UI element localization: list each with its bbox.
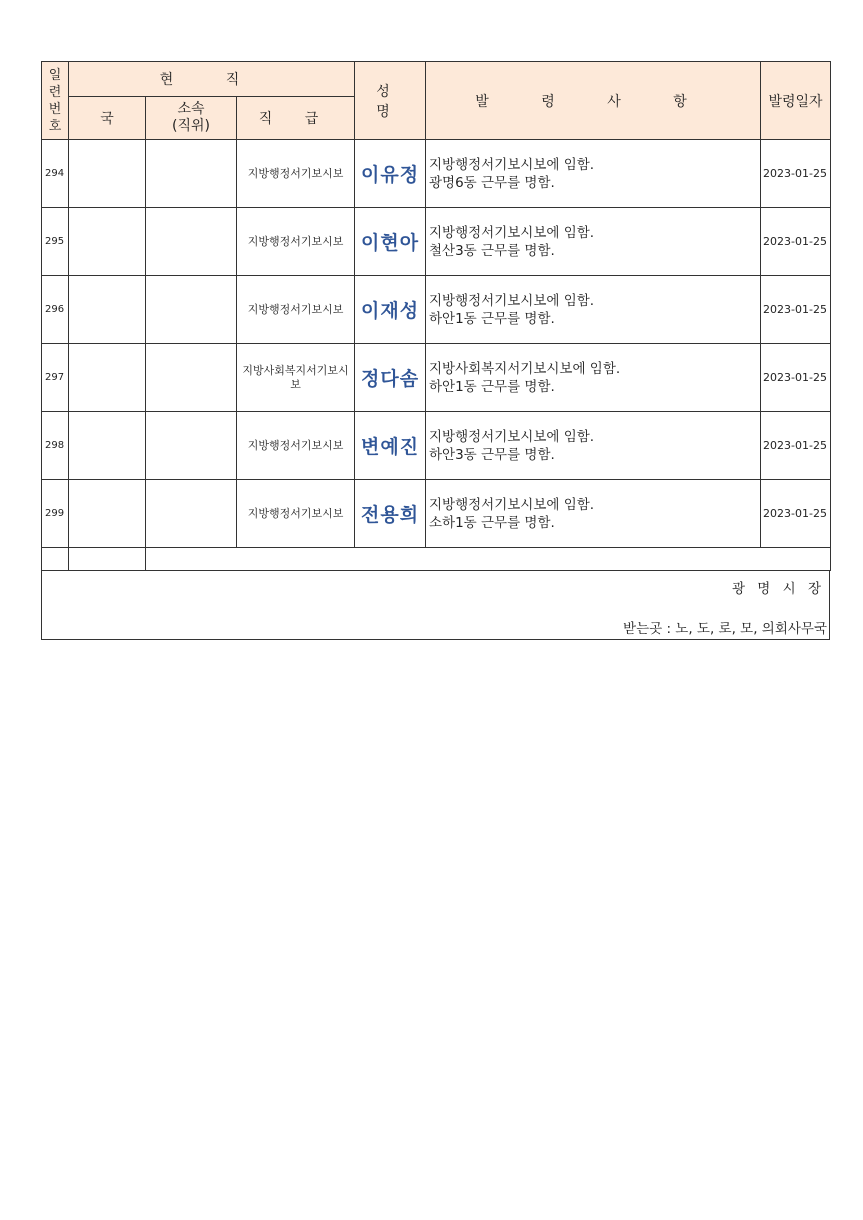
name-cell: 이재성 bbox=[355, 276, 426, 344]
serial-number-cell: 297 bbox=[42, 344, 69, 412]
blank-merged-cell bbox=[146, 548, 831, 571]
name-cell: 이현아 bbox=[355, 208, 426, 276]
bureau-cell bbox=[69, 412, 146, 480]
name-cell: 정다솜 bbox=[355, 344, 426, 412]
date-cell: 2023-01-25 bbox=[761, 344, 831, 412]
affiliation-cell bbox=[146, 480, 237, 548]
order-cell: 지방행정서기보시보에 임함. 소하1동 근무를 명함. bbox=[426, 480, 761, 548]
order-cell: 지방행정서기보시보에 임함. 광명6동 근무를 명함. bbox=[426, 140, 761, 208]
serial-number-cell: 294 bbox=[42, 140, 69, 208]
date-cell: 2023-01-25 bbox=[761, 208, 831, 276]
serial-number-cell: 296 bbox=[42, 276, 69, 344]
serial-number-cell: 295 bbox=[42, 208, 69, 276]
header-affiliation: 소속 (직위) bbox=[146, 97, 237, 140]
header-bureau: 국 bbox=[69, 97, 146, 140]
header-order: 발 령 사 항 bbox=[426, 62, 761, 140]
name-cell: 전용희 bbox=[355, 480, 426, 548]
issuer-signature: 광 명 시 장 bbox=[731, 581, 825, 597]
grade-cell: 지방사회복지서기보시보 bbox=[237, 344, 355, 412]
table-row bbox=[42, 412, 831, 480]
affiliation-cell bbox=[146, 344, 237, 412]
serial-number-cell: 299 bbox=[42, 480, 69, 548]
grade-cell: 지방행정서기보시보 bbox=[237, 480, 355, 548]
header-name: 성 명 bbox=[355, 62, 426, 140]
table-row bbox=[42, 208, 831, 276]
table-row bbox=[42, 344, 831, 412]
grade-cell: 지방행정서기보시보 bbox=[237, 276, 355, 344]
table-row bbox=[42, 140, 831, 208]
recipients-line: 받는곳 : 노, 도, 로, 모, 의회사무국 bbox=[623, 621, 827, 637]
header-current-position: 현 직 bbox=[69, 62, 355, 97]
order-cell: 지방행정서기보시보에 임함. 철산3동 근무를 명함. bbox=[426, 208, 761, 276]
header-serial-number: 일 련 번 호 bbox=[42, 62, 69, 140]
bureau-cell bbox=[69, 480, 146, 548]
grade-cell: 지방행정서기보시보 bbox=[237, 412, 355, 480]
affiliation-cell bbox=[146, 276, 237, 344]
appointment-table bbox=[41, 61, 831, 571]
bureau-cell bbox=[69, 344, 146, 412]
name-cell: 이유정 bbox=[355, 140, 426, 208]
bureau-cell bbox=[69, 140, 146, 208]
serial-number-cell: 298 bbox=[42, 412, 69, 480]
blank-cell bbox=[69, 548, 146, 571]
date-cell: 2023-01-25 bbox=[761, 480, 831, 548]
blank-row bbox=[42, 548, 831, 571]
signature-footer bbox=[41, 571, 830, 640]
order-cell: 지방행정서기보시보에 임함. 하안1동 근무를 명함. bbox=[426, 276, 761, 344]
bureau-cell bbox=[69, 276, 146, 344]
grade-cell: 지방행정서기보시보 bbox=[237, 140, 355, 208]
table-row bbox=[42, 276, 831, 344]
date-cell: 2023-01-25 bbox=[761, 412, 831, 480]
date-cell: 2023-01-25 bbox=[761, 140, 831, 208]
header-grade: 직 급 bbox=[237, 97, 355, 140]
header-date: 발령일자 bbox=[761, 62, 831, 140]
bureau-cell bbox=[69, 208, 146, 276]
order-cell: 지방행정서기보시보에 임함. 하안3동 근무를 명함. bbox=[426, 412, 761, 480]
name-cell: 변예진 bbox=[355, 412, 426, 480]
personnel-order-sheet bbox=[41, 61, 830, 640]
affiliation-cell bbox=[146, 208, 237, 276]
table-row bbox=[42, 480, 831, 548]
affiliation-cell bbox=[146, 140, 237, 208]
date-cell: 2023-01-25 bbox=[761, 276, 831, 344]
affiliation-cell bbox=[146, 412, 237, 480]
order-cell: 지방사회복지서기보시보에 임함. 하안1동 근무를 명함. bbox=[426, 344, 761, 412]
blank-cell bbox=[42, 548, 69, 571]
grade-cell: 지방행정서기보시보 bbox=[237, 208, 355, 276]
